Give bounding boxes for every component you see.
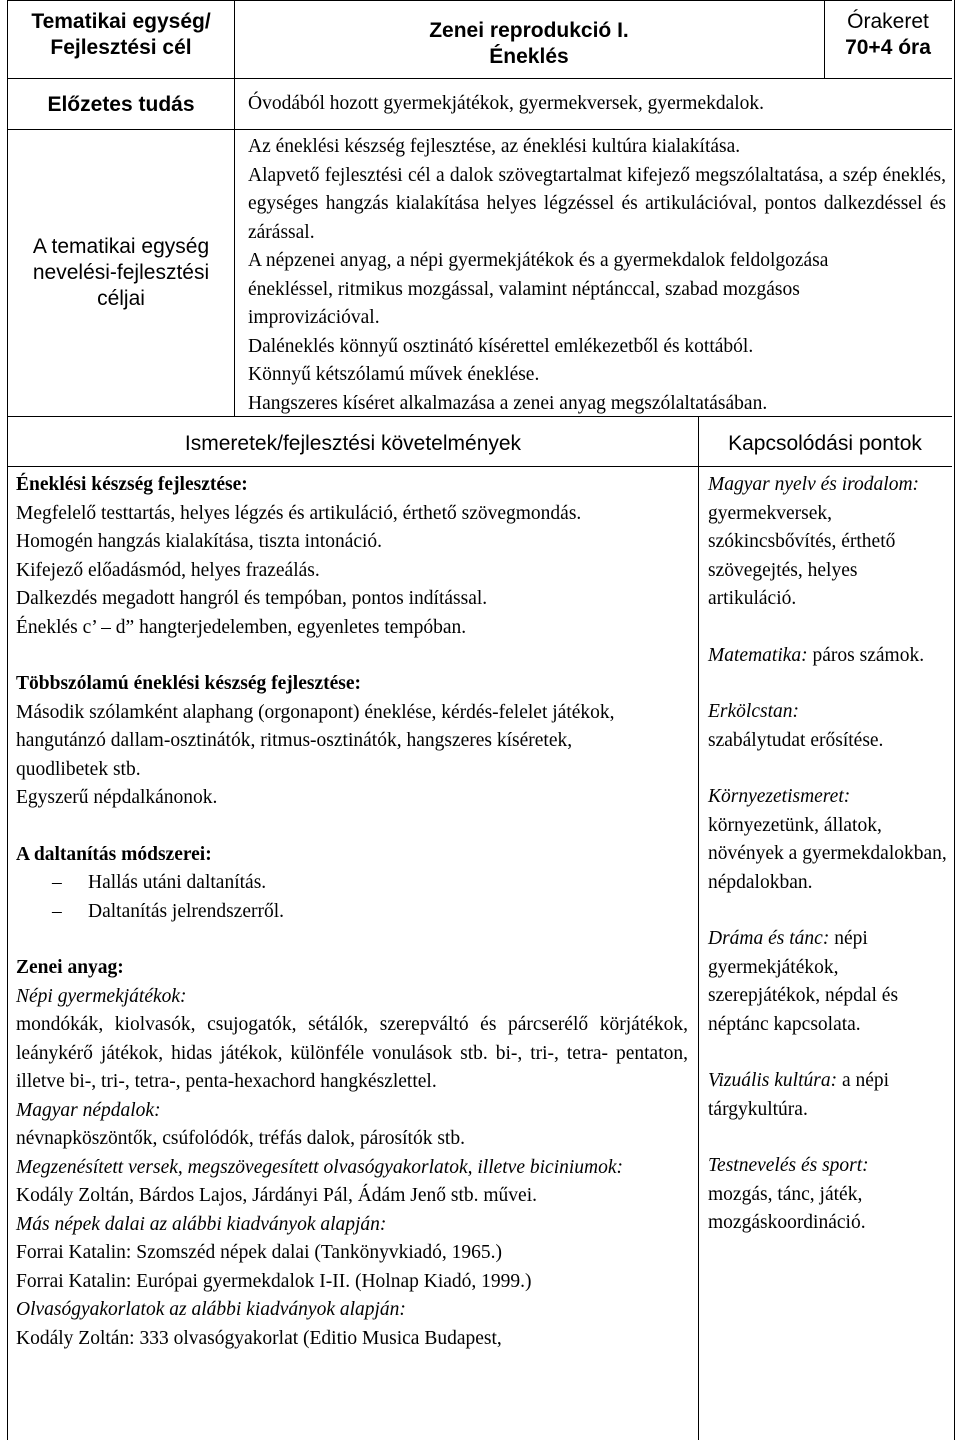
- text-line: Megfelelő testtartás, helyes légzés és artikuláció, érthető szövegmondás.: [16, 502, 582, 524]
- italic-label: Magyar népdalok:: [16, 1099, 161, 1121]
- goals-paragraph: Könnyű kétszólamú művek éneklése.: [248, 364, 540, 385]
- goals-paragraph: A népzenei anyag, a népi gyermekjátékok és a gyermekdalok feldolgozása énekléssel, ritmikus mozgással, valamint néptánccal, szabad mozgásos improvizációval.: [248, 250, 829, 328]
- connection-item: [708, 1067, 948, 1124]
- goals-label-line3: céljai: [97, 287, 145, 310]
- requirements-header: Ismeretek/fejlesztési követelmények: [184, 432, 522, 455]
- section-header-row: [8, 416, 952, 466]
- requirements-content: [8, 466, 698, 1440]
- header-hours: [824, 9, 952, 61]
- connection-text: mozgás, tánc, játék, mozgáskoordináció.: [708, 1183, 866, 1233]
- connection-item: [708, 471, 948, 614]
- goals-paragraph: Alapvető fejlesztési cél a dalok szövegtartalmat kifejező megszólaltatása, a szép éneklés, egységes hangzás kialakítása helyes légzéssel és artikulációval, pontos dalkezdéssel és zárással.: [248, 164, 946, 243]
- text-line: Dalkezdés megadott hangról és tempóban, pontos indítással.: [16, 588, 488, 609]
- text-line: Egyszerű népdalkánonok.: [16, 787, 218, 808]
- subject-label: Vizuális kultúra:: [708, 1070, 838, 1091]
- text-line: Forrai Katalin: Európai gyermekdalok I-II. (Holnap Kiadó, 1999.): [16, 1270, 532, 1292]
- section-title: Éneklési készség fejlesztése:: [16, 474, 248, 495]
- hours-label: Órakeret: [847, 10, 929, 33]
- connection-text: népi gyermekjátékok, szerepjátékok, népdal és néptánc kapcsolata.: [708, 928, 899, 1035]
- text-line: Második szólamként alaphang (orgonapont) éneklése, kérdés-felelet játékok, hangutánzó dallam-osztinátók, ritmus-osztinátók, hangszeres kíséretek, quodlibetek stb.: [16, 701, 615, 780]
- connection-item: [708, 925, 948, 1039]
- goals-paragraph: Hangszeres kíséret alkalmazása a zenei anyag megszólaltatásában.: [248, 392, 768, 414]
- header-topic-line2: Fejlesztési cél: [50, 36, 192, 59]
- connections-header: Kapcsolódási pontok: [728, 432, 922, 455]
- goals-paragraph: Az éneklési készség fejlesztése, az éneklési kultúra kialakítása.: [248, 136, 741, 157]
- text-line: Forrai Katalin: Szomszéd népek dalai (Tankönyvkiadó, 1965.): [16, 1242, 503, 1263]
- connection-text: szabálytudat erősítése.: [708, 729, 884, 751]
- list-item: [16, 898, 688, 927]
- connection-text: páros számok.: [812, 644, 925, 666]
- connection-item: [708, 698, 948, 755]
- prior-knowledge-label: Előzetes tudás: [47, 93, 195, 116]
- header-row: [8, 0, 952, 78]
- section-title: A daltanítás módszerei:: [16, 843, 212, 865]
- connection-text: gyermekversek, szókincsbővítés, érthető szövegejtés, helyes artikuláció.: [708, 502, 896, 609]
- header-unit-title: [234, 18, 824, 70]
- section-title: Zenei anyag:: [16, 957, 124, 978]
- unit-title-line1: Zenei reprodukció I.: [429, 19, 629, 42]
- italic-label: Olvasógyakorlatok az alábbi kiadványok alapján:: [16, 1299, 406, 1320]
- prior-knowledge-row: [8, 78, 952, 129]
- text-line: mondókák, kiolvasók, csujogatók, sétálók, szerepváltó és párcserélő körjátékok, leánykérő játékok, hidas játékok, különféle vonulások stb. bi-, tri-, tetra- pentaton, illetve bi-, tri-, tetra-, penta-hexachord hangkészlettel.: [16, 1014, 688, 1092]
- unit-title-line2: Éneklés: [489, 45, 569, 68]
- italic-label: Népi gyermekjátékok:: [16, 985, 187, 1007]
- dash-bullet: –: [52, 872, 62, 893]
- connection-item: [708, 642, 948, 671]
- subject-label: Magyar nyelv és irodalom:: [708, 474, 920, 495]
- subject-label: Testnevelés és sport:: [708, 1155, 869, 1176]
- subject-label: Erkölcstan:: [708, 701, 799, 722]
- subject-label: Környezetismeret:: [708, 786, 851, 807]
- text-line: Éneklés c’ – d” hangterjedelemben, egyenletes tempóban.: [16, 616, 467, 638]
- section-title: Többszólamú éneklési készség fejlesztése:: [16, 673, 361, 694]
- curriculum-table: [7, 0, 955, 1440]
- prior-knowledge-text: Óvodából hozott gyermekjátékok, gyermekversek, gyermekdalok.: [248, 93, 765, 114]
- list-item-text: Hallás utáni daltanítás.: [88, 872, 267, 893]
- italic-label: Megzenésített versek, megszövegesített olvasógyakorlatok, illetve biciniumok:: [16, 1156, 624, 1178]
- subject-label: Dráma és tánc:: [708, 928, 830, 949]
- text-line: Kifejező előadásmód, helyes frazeálás.: [16, 559, 320, 581]
- text-line: Kodály Zoltán: 333 olvasógyakorlat (Editio Musica Budapest,: [16, 1327, 502, 1349]
- goals-label: [8, 234, 234, 312]
- text-line: névnapköszöntők, csúfolódók, tréfás dalok, párosítók stb.: [16, 1128, 465, 1149]
- divider: [824, 0, 825, 78]
- connections-content: [698, 466, 952, 1440]
- text-line: Homogén hangzás kialakítása, tiszta intonáció.: [16, 531, 383, 552]
- goals-row: [8, 129, 952, 416]
- goals-paragraph: Daléneklés könnyű osztinátó kísérettel emlékezetből és kottából.: [248, 335, 754, 357]
- list-item-text: Daltanítás jelrendszerről.: [88, 900, 284, 922]
- goals-text: [248, 133, 946, 418]
- text-line: Kodály Zoltán, Bárdos Lajos, Járdányi Pál, Ádám Jenő stb. művei.: [16, 1185, 537, 1206]
- connection-text: a népi tárgykultúra.: [708, 1070, 890, 1120]
- italic-label: Más népek dalai az alábbi kiadványok alapján:: [16, 1213, 387, 1235]
- connection-text: környezetünk, állatok, növények a gyermekdalokban, népdalokban.: [708, 814, 947, 893]
- connection-item: [708, 1152, 948, 1238]
- connection-item: [708, 783, 948, 897]
- goals-label-line1: A tematikai egység: [32, 235, 210, 258]
- subject-label: Matematika:: [708, 644, 808, 666]
- hours-value: 70+4 óra: [845, 36, 931, 59]
- goals-label-line2: nevelési-fejlesztési: [32, 261, 210, 284]
- header-topic-line1: Tematikai egység/: [31, 10, 211, 33]
- dash-bullet: –: [52, 900, 62, 922]
- list-item: [16, 869, 688, 898]
- header-topic-label: [8, 9, 234, 61]
